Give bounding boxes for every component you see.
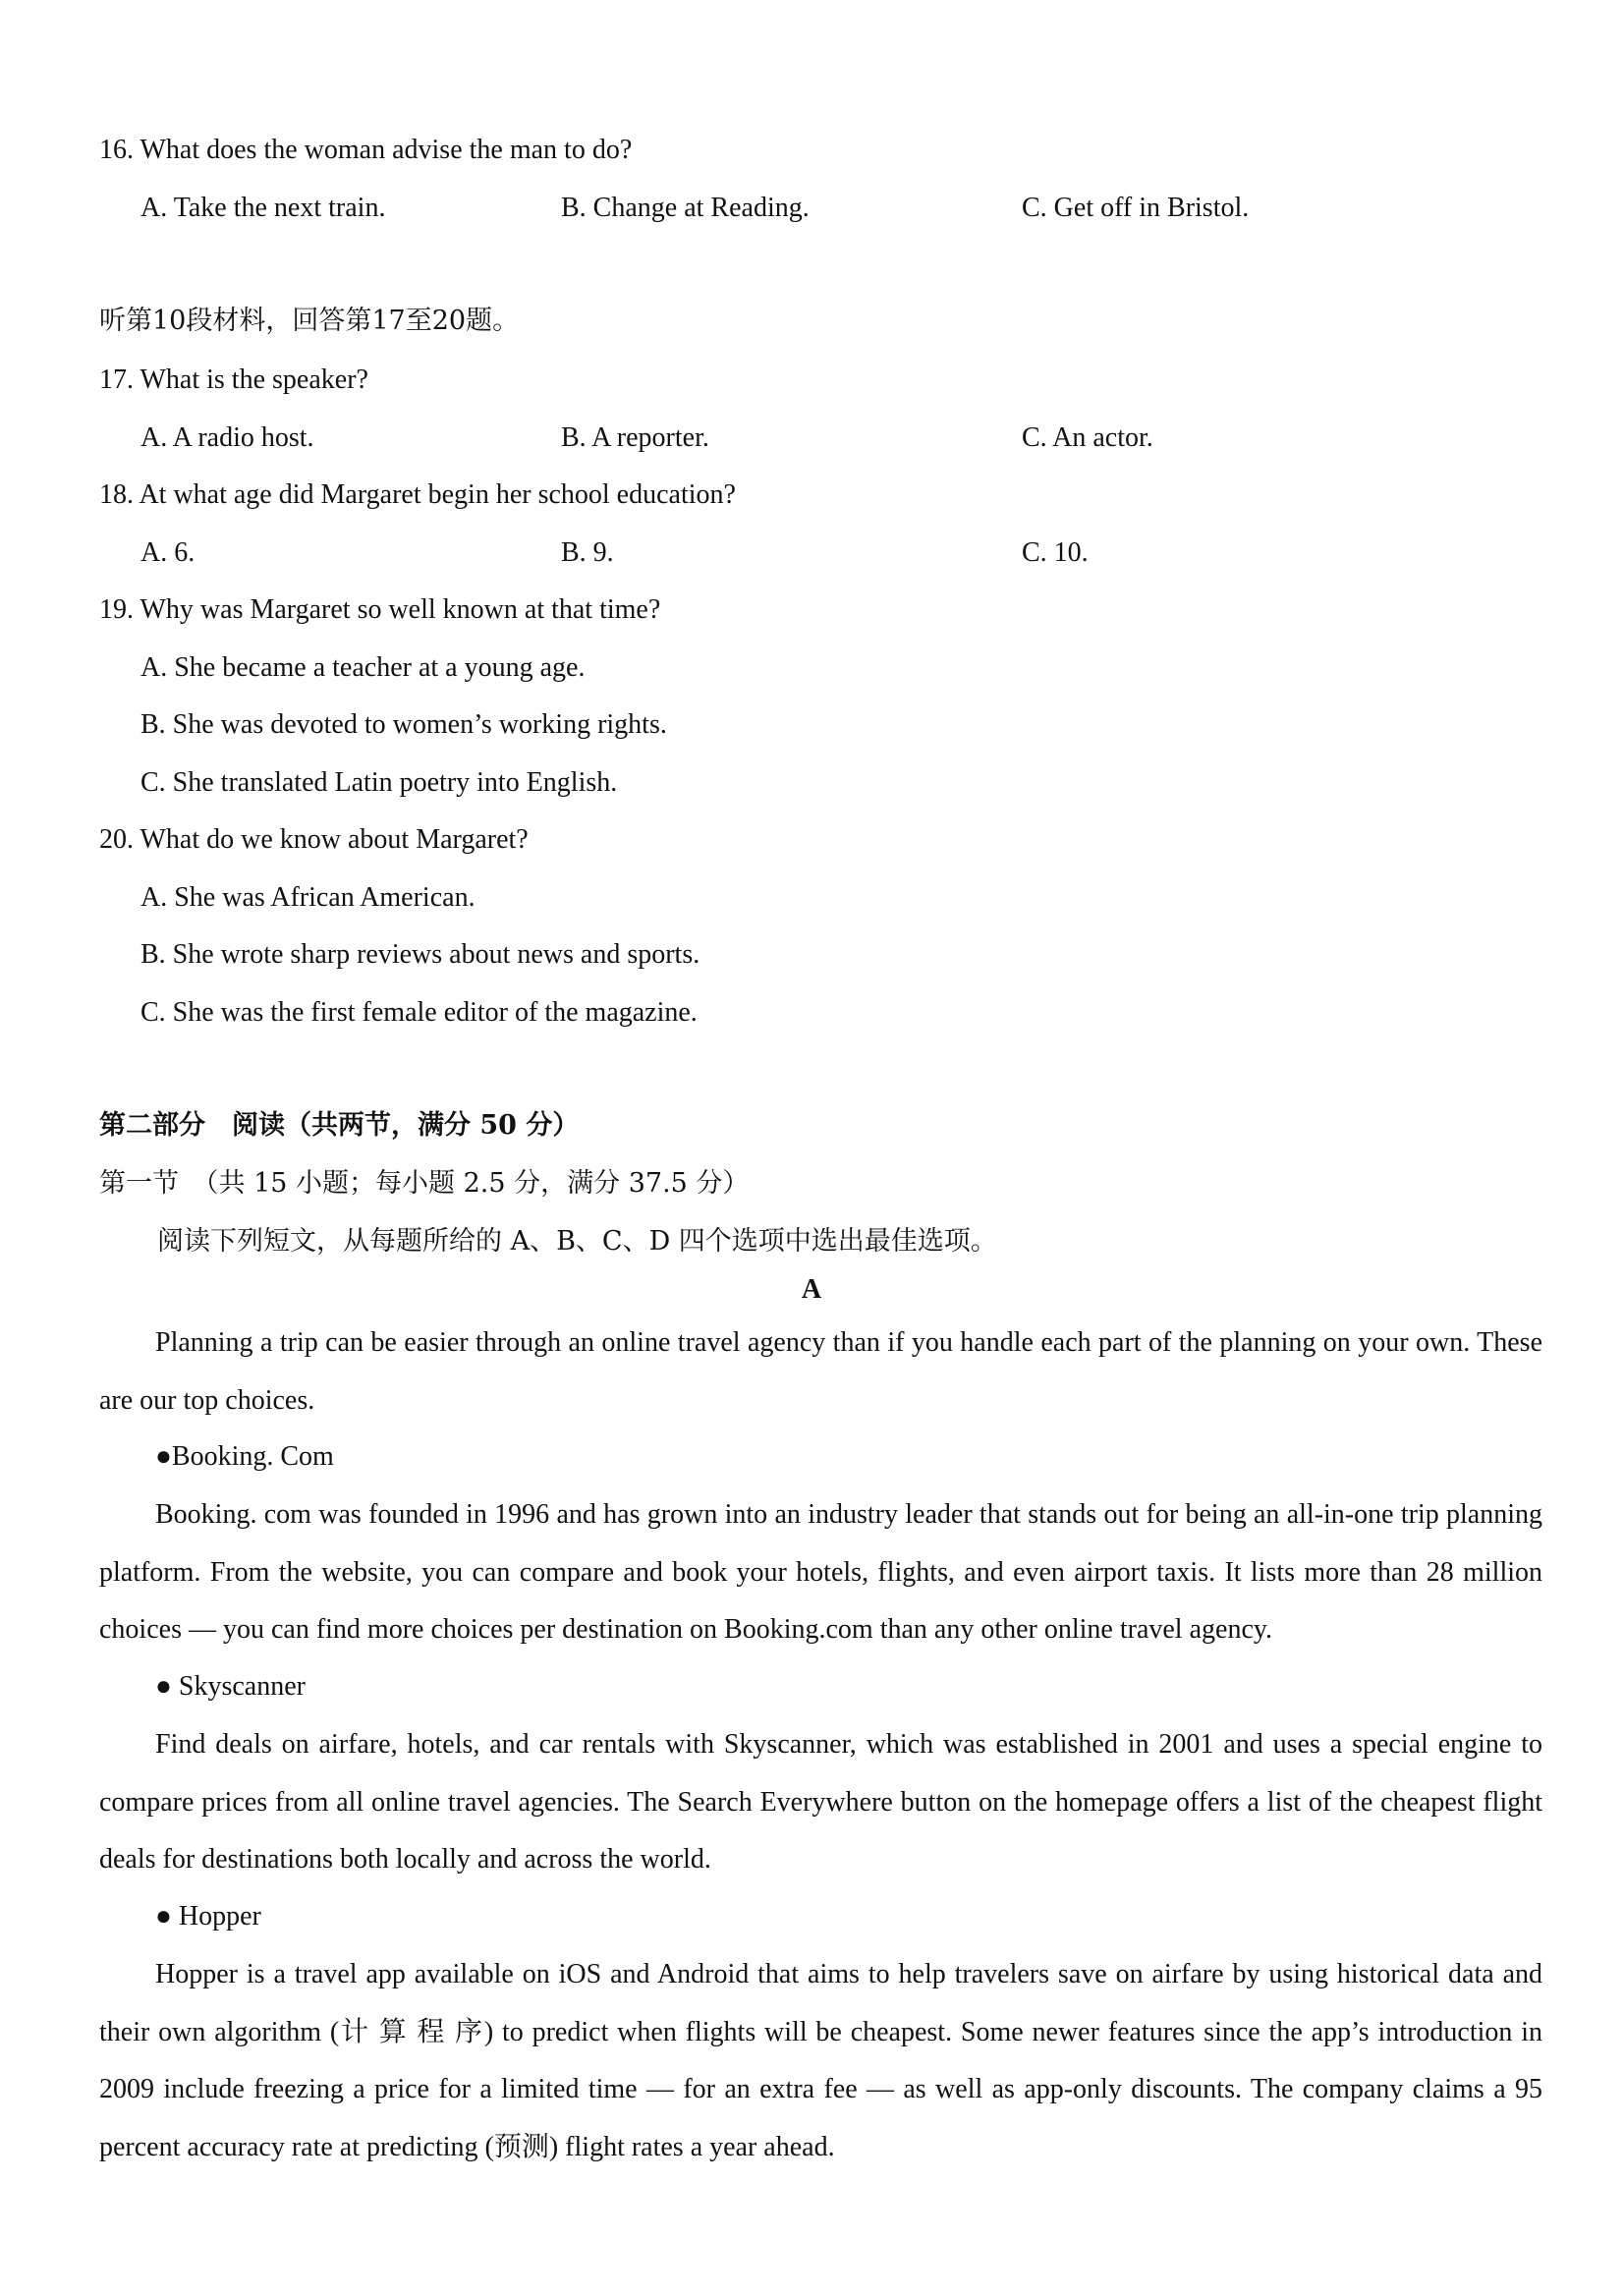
question-16-stem: 16. What does the woman advise the man to do?: [99, 135, 633, 165]
part-2-title: 第二部分 阅读（共两节，满分 50 分）: [99, 1110, 580, 1141]
question-16-option-b: B. Change at Reading.: [561, 193, 810, 223]
section-10-intro: 听第10段材料，回答第17至20题。: [99, 306, 520, 336]
passage-label: A: [801, 1274, 822, 1305]
question-20-option-b: B. She wrote sharp reviews about news and sports.: [140, 939, 700, 970]
question-20-stem: 20. What do we know about Margaret?: [99, 824, 529, 855]
item-hopper-body: Hopper is a travel app available on iOS and Android that aims to help travelers save on airfare by using historical data and their own algorithm (计 算 程 序) to predict when flights will be cheapest. Some newer features since the app’s introduction in 2009 include freezing a price for a limited time — for an extra fee — as well as app-only discounts. The company claims a 95 percent accuracy rate at predicting (预测) flight rates a year ahead.: [99, 1959, 1542, 2162]
question-16-option-a: A. Take the next train.: [140, 193, 386, 223]
question-19-stem: 19. Why was Margaret so well known at that time?: [99, 594, 661, 625]
item-hopper-heading: ● Hopper: [155, 1901, 261, 1932]
item-skyscanner-body: Find deals on airfare, hotels, and car rentals with Skyscanner, which was established in 2001 and uses a special engine to compare prices from all online travel agencies. The Search Everywhere button on the homepage offers a list of the cheapest flight deals for destinations both locally and across the world.: [99, 1729, 1542, 1875]
question-19-option-c: C. She translated Latin poetry into English.: [140, 767, 618, 798]
question-19-option-b: B. She was devoted to women’s working rights.: [140, 709, 667, 740]
passage-intro: Planning a trip can be easier through an online travel agency than if you handle each part of the planning on your own. These are our top choices.: [99, 1327, 1542, 1416]
reading-instruction: 阅读下列短文，从每题所给的 A、B、C、D 四个选项中选出最佳选项。: [157, 1226, 997, 1257]
question-17-option-c: C. An actor.: [1022, 422, 1153, 453]
item-skyscanner-heading: ● Skyscanner: [155, 1671, 306, 1702]
question-18-option-a: A. 6.: [140, 537, 196, 568]
question-17-option-a: A. A radio host.: [140, 422, 314, 453]
question-19-option-a: A. She became a teacher at a young age.: [140, 652, 586, 683]
item-booking-heading: ●Booking. Com: [155, 1441, 334, 1472]
question-18-option-b: B. 9.: [561, 537, 614, 568]
question-16-option-c: C. Get off in Bristol.: [1022, 193, 1250, 223]
question-18-option-c: C. 10.: [1022, 537, 1089, 568]
question-17-stem: 17. What is the speaker?: [99, 364, 368, 395]
question-20-option-a: A. She was African American.: [140, 882, 476, 913]
section-1-title: 第一节 （共 15 小题；每小题 2.5 分，满分 37.5 分）: [99, 1168, 750, 1199]
item-booking-body: Booking. com was founded in 1996 and has grown into an industry leader that stands out for being an all-in-one trip planning platform. From the website, you can compare and book your hotels, flights, and even airport taxis. It lists more than 28 million choices — you can find more choices per destination on Booking.com than any other online travel agency.: [99, 1499, 1542, 1645]
question-18-stem: 18. At what age did Margaret begin her school education?: [99, 479, 736, 510]
question-17-option-b: B. A reporter.: [561, 422, 709, 453]
question-20-option-c: C. She was the first female editor of the magazine.: [140, 997, 698, 1028]
